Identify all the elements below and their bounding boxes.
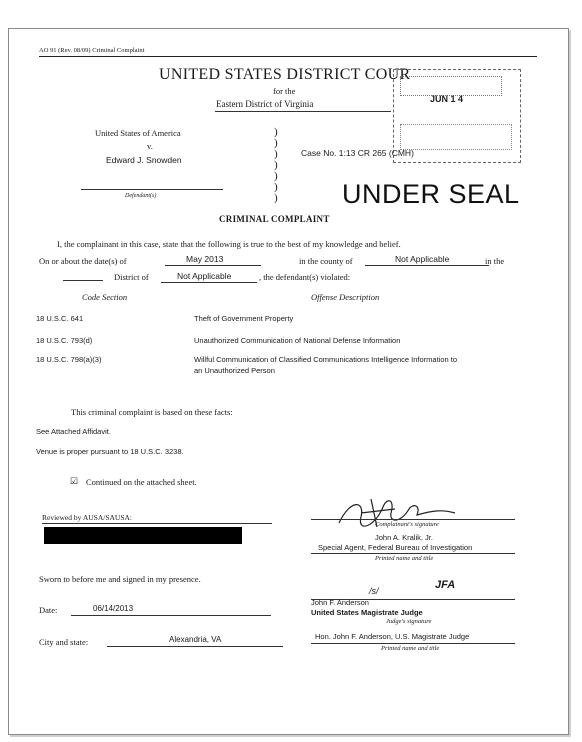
defendant-underline: [81, 189, 223, 190]
court-for-the: for the: [273, 86, 296, 96]
district-of-label: District of: [114, 272, 149, 282]
date-label-sworn: Date:: [39, 605, 58, 615]
court-title: UNITED STATES DISTRICT COUR: [159, 66, 411, 83]
district-field: Not Applicable: [177, 271, 232, 281]
complainant-name-label: Printed name and title: [375, 555, 434, 562]
under-seal: UNDER SEAL: [342, 179, 520, 209]
versus: v.: [147, 141, 153, 151]
date-line: [71, 615, 271, 616]
continued-checkbox[interactable]: ☑: [70, 476, 79, 486]
court-district: Eastern District of Virginia: [216, 99, 314, 109]
offense-code-3: 18 U.S.C. 798(a)(3): [36, 355, 102, 364]
case-number: Case No. 1:13 CR 265 (CMH): [301, 148, 414, 158]
complaint-page: [8, 28, 569, 735]
in-the-label: in the: [485, 256, 505, 266]
offense-description-header: Offense Description: [311, 292, 380, 302]
offense-desc-1: Theft of Government Property: [194, 314, 294, 323]
judge-initials: JFA: [435, 579, 456, 591]
district-field-line: [161, 282, 257, 283]
complaint-heading: CRIMINAL COMPLAINT: [219, 214, 330, 224]
complainant-sig-label: Complainant's signature: [375, 521, 439, 528]
date-field-line: [165, 265, 261, 266]
city-label: City and state:: [39, 637, 89, 647]
complainant-title: Special Agent, Federal Bureau of Investigation: [318, 543, 473, 552]
county-field: Not Applicable: [395, 254, 450, 264]
code-section-header: Code Section: [82, 292, 128, 302]
county-field-line: [365, 265, 489, 266]
complainant-name: John A. Kralik, Jr.: [375, 533, 433, 542]
district-blank-line: [63, 280, 103, 281]
redaction-bar: [44, 527, 242, 544]
form-id: AO 91 (Rev. 08/09) Criminal Complaint: [39, 47, 145, 54]
judge-printed-line: [311, 643, 515, 644]
caption-brace: ) ) ) ) ) ) ): [274, 126, 278, 204]
offense-desc-3-cont: an Unauthorized Person: [194, 366, 275, 375]
plaintiff: United States of America: [95, 128, 181, 138]
offense-code-2: 18 U.S.C. 793(d): [36, 336, 93, 345]
continued-label: Continued on the attached sheet.: [86, 477, 197, 487]
county-label: in the county of: [299, 256, 353, 266]
offense-code-1: 18 U.S.C. 641: [36, 314, 84, 323]
city-value: Alexandria, VA: [169, 635, 222, 644]
reviewed-by-label: Reviewed by AUSA/SAUSA:: [42, 513, 133, 522]
city-line: [107, 646, 283, 647]
facts-venue: Venue is proper pursuant to 18 U.S.C. 3238.: [36, 447, 184, 456]
date-label: On or about the date(s) of: [39, 256, 127, 266]
header-rule: [39, 56, 537, 57]
judge-title: United States Magistrate Judge: [311, 608, 423, 617]
complainant-name-line: [311, 553, 515, 554]
offense-desc-3: Willful Communication of Classified Communications Intelligence Information to: [194, 355, 458, 364]
offense-desc-2: Unauthorized Communication of National Defense Information: [194, 336, 401, 345]
judge-printed-label: Printed name and title: [381, 645, 440, 652]
stamp-date: JUN 1 4: [430, 94, 464, 104]
statement-line: I, the complainant in this case, state that the following is true to the best of my knowledge and belief.: [57, 239, 401, 249]
facts-affidavit: See Attached Affidavit.: [36, 427, 111, 436]
judge-sig-mark: /s/: [369, 586, 379, 596]
defendant-label: Defendant(s): [125, 193, 157, 199]
sworn-statement: Sworn to before me and signed in my presence.: [39, 574, 201, 584]
district-underline: [215, 111, 391, 112]
date-field: May 2013: [186, 254, 224, 264]
defendant-name: Edward J. Snowden: [106, 155, 182, 165]
violated-label: , the defendant(s) violated:: [259, 272, 351, 282]
judge-name: John F. Anderson: [311, 598, 369, 607]
judge-sig-label: Judge's signature: [386, 618, 432, 625]
date-value: 06/14/2013: [93, 604, 134, 613]
judge-printed-name: Hon. John F. Anderson, U.S. Magistrate Judge: [315, 632, 470, 641]
facts-intro: This criminal complaint is based on these facts:: [71, 407, 233, 417]
complainant-sig-line: [311, 519, 515, 520]
reviewed-by-line: [42, 523, 272, 524]
